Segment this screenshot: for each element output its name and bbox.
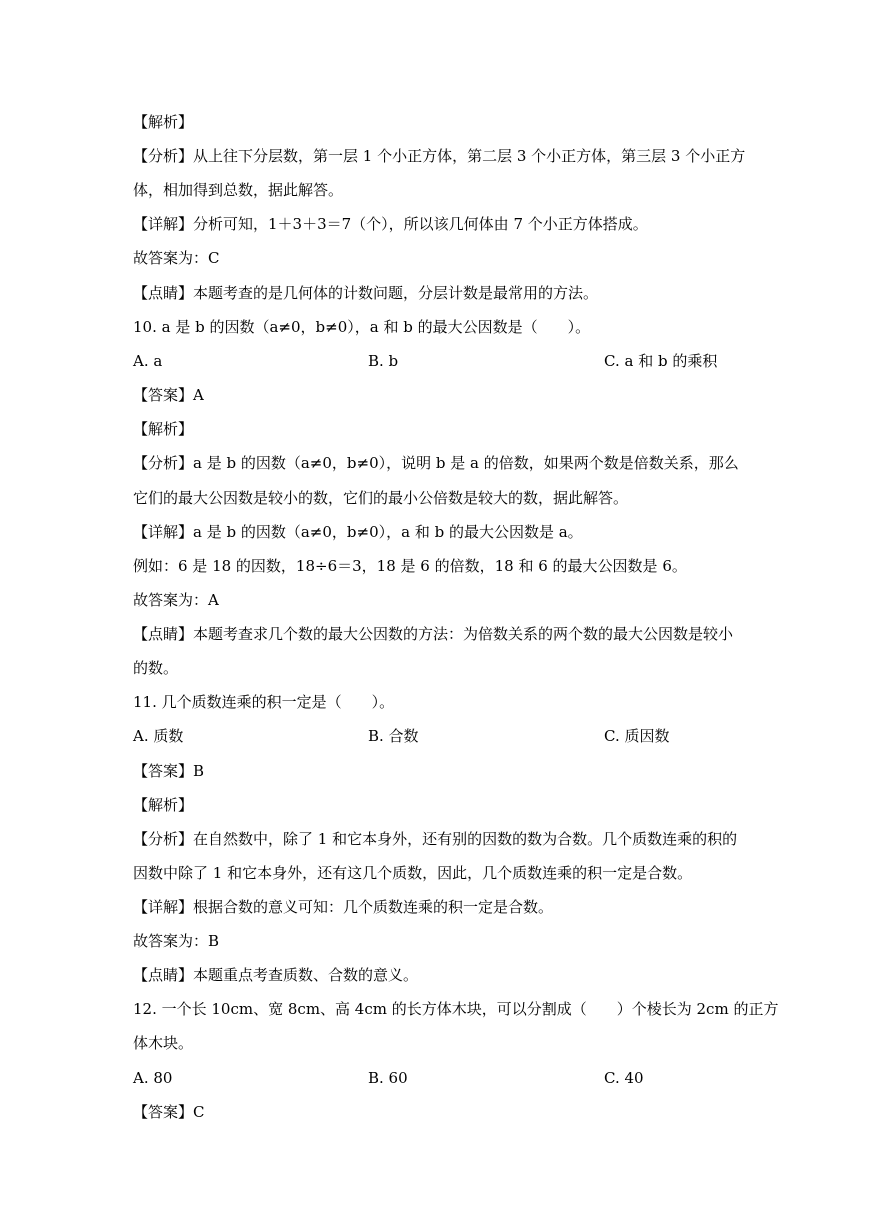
q12-option-c: C. 40: [604, 1069, 644, 1087]
q10-answer: 【答案】A: [133, 386, 204, 404]
q11-fenxi-line-1: 【分析】在自然数中，除了 1 和它本身外，还有别的因数的数为合数。几个质数连乘的积的: [133, 830, 738, 848]
q10-dianjing-line-1: 【点睛】本题考查求几个数的最大公因数的方法：为倍数关系的两个数的最大公因数是较小: [133, 625, 734, 643]
q10-option-c: C. a 和 b 的乘积: [604, 352, 718, 370]
q11-answer: 【答案】B: [133, 762, 205, 780]
q9-fenxi-line-1: 【分析】从上往下分层数，第一层 1 个小正方体，第二层 3 个小正方体，第三层 3 个小正方: [133, 147, 746, 165]
q11-stem: 11. 几个质数连乘的积一定是（ ）。: [133, 693, 395, 711]
q11-fenxi-line-2: 因数中除了 1 和它本身外，还有这几个质数，因此，几个质数连乘的积一定是合数。: [133, 864, 693, 882]
q9-analysis-heading: 【解析】: [133, 113, 194, 131]
q10-example: 例如：6 是 18 的因数，18÷6＝3，18 是 6 的倍数，18 和 6 的最大公因数是 6。: [133, 557, 687, 575]
q12-option-a: A. 80: [133, 1069, 173, 1087]
q9-fenxi-line-2: 体，相加得到总数，据此解答。: [133, 181, 344, 199]
q9-answer-line: 故答案为：C: [133, 249, 220, 267]
q11-xiangjie: 【详解】根据合数的意义可知：几个质数连乘的积一定是合数。: [133, 898, 554, 916]
q10-xiangjie: 【详解】a 是 b 的因数（a≠0，b≠0），a 和 b 的最大公因数是 a。: [133, 523, 583, 541]
q11-answer-line: 故答案为：B: [133, 932, 220, 950]
q12-answer: 【答案】C: [133, 1103, 205, 1121]
q10-fenxi-line-2: 它们的最大公因数是较小的数，它们的最小公倍数是较大的数，据此解答。: [133, 489, 629, 507]
q10-answer-line: 故答案为：A: [133, 591, 219, 609]
q12-stem-line-2: 体木块。: [133, 1034, 194, 1052]
q10-stem: 10. a 是 b 的因数（a≠0，b≠0），a 和 b 的最大公因数是（ ）。: [133, 318, 591, 336]
q9-xiangjie: 【详解】分析可知，1＋3＋3＝7（个），所以该几何体由 7 个小正方体搭成。: [133, 215, 648, 233]
q11-option-c: C. 质因数: [604, 727, 670, 745]
q11-analysis-heading: 【解析】: [133, 796, 194, 814]
q11-option-b: B. 合数: [368, 727, 419, 745]
q10-fenxi-line-1: 【分析】a 是 b 的因数（a≠0，b≠0），说明 b 是 a 的倍数，如果两个数是倍数关系，那么: [133, 454, 739, 472]
q9-dianjing: 【点睛】本题考查的是几何体的计数问题，分层计数是最常用的方法。: [133, 284, 599, 302]
q10-option-a: A. a: [133, 352, 163, 370]
q10-option-b: B. b: [368, 352, 399, 370]
q10-analysis-heading: 【解析】: [133, 420, 194, 438]
q10-dianjing-line-2: 的数。: [133, 659, 179, 677]
q11-option-a: A. 质数: [133, 727, 184, 745]
q12-option-b: B. 60: [368, 1069, 408, 1087]
q11-dianjing: 【点睛】本题重点考查质数、合数的意义。: [133, 966, 419, 984]
q12-stem-line-1: 12. 一个长 10cm、宽 8cm、高 4cm 的长方体木块，可以分割成（ ）个棱长为 2cm 的正方: [133, 1000, 779, 1018]
